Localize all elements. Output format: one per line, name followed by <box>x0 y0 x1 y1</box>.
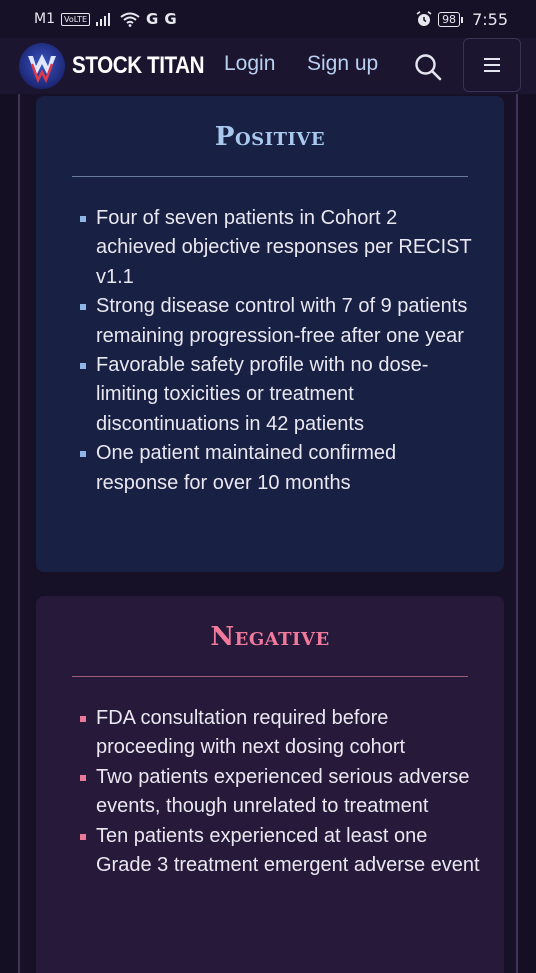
positive-title: Positive <box>214 122 326 152</box>
status-left <box>34 10 177 28</box>
negative-list <box>80 704 480 880</box>
negative-item: Two patients experienced serious adverse events, though unrelated to treatment <box>80 763 480 822</box>
network-g-icon-2: G <box>164 10 177 28</box>
wifi-icon <box>120 12 140 27</box>
logo-text[interactable]: STOCK TITAN <box>72 52 205 79</box>
positive-item: Favorable safety profile with no dose-limiting toxicities or treatment discontinuations in 42 patients <box>80 351 480 439</box>
positive-divider <box>72 176 468 177</box>
negative-card <box>36 596 504 973</box>
status-bar <box>0 0 536 38</box>
positive-list <box>80 204 480 498</box>
menu-button[interactable] <box>463 38 521 92</box>
signal-icon <box>96 12 114 26</box>
alarm-icon <box>416 11 432 27</box>
clock: 7:55 <box>472 9 508 29</box>
network-g-icon: G <box>146 10 159 28</box>
positive-card <box>36 96 504 572</box>
hamburger-icon <box>482 57 502 73</box>
stock-titan-logo-icon[interactable] <box>18 42 66 90</box>
positive-item: Strong disease control with 7 of 9 patients remaining progression-free after one year <box>80 292 480 351</box>
battery-icon: 98 <box>438 12 460 27</box>
negative-title: Negative <box>210 622 330 652</box>
positive-item: Four of seven patients in Cohort 2 achieved objective responses per RECIST v1.1 <box>80 204 480 292</box>
negative-item: FDA consultation required before proceeding with next dosing cohort <box>80 704 480 763</box>
signup-link[interactable]: Sign up <box>307 52 379 75</box>
status-right <box>416 10 508 29</box>
login-link[interactable]: Login <box>224 52 276 75</box>
search-icon[interactable] <box>413 52 443 82</box>
positive-item: One patient maintained confirmed response for over 10 months <box>80 439 480 498</box>
negative-item: Ten patients experienced at least one Grade 3 treatment emergent adverse event <box>80 822 480 881</box>
app-header <box>0 38 536 94</box>
volte-icon: VoLTE <box>61 13 90 26</box>
negative-divider <box>72 676 468 677</box>
carrier-label: M1 <box>34 11 55 27</box>
